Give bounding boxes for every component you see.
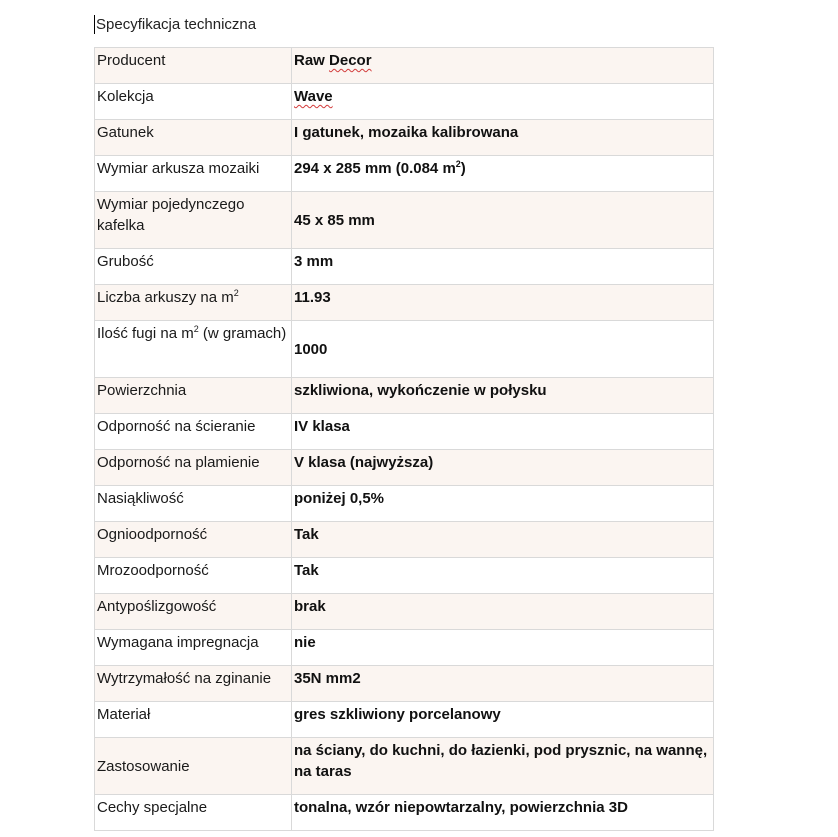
row-label[interactable]: Odporność na ścieranie bbox=[95, 414, 292, 450]
row-value[interactable]: poniżej 0,5% bbox=[292, 486, 714, 522]
superscript: 2 bbox=[455, 159, 461, 169]
row-label[interactable]: Antypoślizgowość bbox=[95, 594, 292, 630]
table-row-grout-amount bbox=[95, 321, 714, 378]
superscript: 2 bbox=[233, 288, 239, 298]
row-value[interactable]: Tak bbox=[292, 522, 714, 558]
row-label[interactable]: Ognioodporność bbox=[95, 522, 292, 558]
table-row-surface bbox=[95, 378, 714, 414]
row-value[interactable]: brak bbox=[292, 594, 714, 630]
row-value[interactable]: V klasa (najwyższa) bbox=[292, 450, 714, 486]
table-row-tile-size bbox=[95, 192, 714, 249]
row-label[interactable]: Powierzchnia bbox=[95, 378, 292, 414]
superscript: 2 bbox=[193, 324, 199, 334]
row-label[interactable]: Nasiąkliwość bbox=[95, 486, 292, 522]
row-value[interactable]: nie bbox=[292, 630, 714, 666]
table-row-grade bbox=[95, 120, 714, 156]
label-text: Ilość fugi na m bbox=[97, 325, 194, 342]
row-value[interactable] bbox=[292, 156, 714, 192]
row-label[interactable]: Producent bbox=[95, 48, 292, 84]
table-row-thickness bbox=[95, 249, 714, 285]
row-value[interactable]: 11.93 bbox=[292, 285, 714, 321]
row-label[interactable]: Cechy specjalne bbox=[95, 795, 292, 831]
row-value[interactable]: szkliwiona, wykończenie w połysku bbox=[292, 378, 714, 414]
table-row-fire bbox=[95, 522, 714, 558]
table-row-bending bbox=[95, 666, 714, 702]
row-label[interactable]: Kolekcja bbox=[95, 84, 292, 120]
row-value[interactable]: I gatunek, mozaika kalibrowana bbox=[292, 120, 714, 156]
specification-table bbox=[94, 47, 714, 831]
table-row-abrasion bbox=[95, 414, 714, 450]
table-row-stain bbox=[95, 450, 714, 486]
value-text: 294 x 285 mm (0.084 m bbox=[294, 160, 456, 177]
heading-line bbox=[94, 13, 256, 35]
table-row-special-features bbox=[95, 795, 714, 831]
row-label[interactable] bbox=[95, 285, 292, 321]
row-value[interactable]: 1000 bbox=[292, 321, 714, 378]
table-row-anti-slip bbox=[95, 594, 714, 630]
row-label[interactable]: Wytrzymałość na zginanie bbox=[95, 666, 292, 702]
row-label[interactable]: Gatunek bbox=[95, 120, 292, 156]
row-label[interactable]: Wymagana impregnacja bbox=[95, 630, 292, 666]
row-label[interactable]: Wymiar arkusza mozaiki bbox=[95, 156, 292, 192]
label-text: (w gramach) bbox=[198, 325, 287, 342]
row-label[interactable]: Odporność na plamienie bbox=[95, 450, 292, 486]
value-text: Raw bbox=[294, 52, 330, 69]
row-label[interactable]: Materiał bbox=[95, 702, 292, 738]
table-row-impregnation bbox=[95, 630, 714, 666]
table-row-frost bbox=[95, 558, 714, 594]
value-text-misspelled: Decor bbox=[329, 52, 372, 69]
document-heading[interactable]: Specyfikacja techniczna bbox=[96, 15, 257, 33]
row-label[interactable]: Zastosowanie bbox=[95, 738, 292, 795]
table-row-sheets-per-m2 bbox=[95, 285, 714, 321]
text-cursor bbox=[94, 15, 95, 34]
table-row-absorption bbox=[95, 486, 714, 522]
row-value[interactable]: na ściany, do kuchni, do łazienki, pod prysznic, na wannę, na taras bbox=[292, 738, 714, 795]
row-value[interactable] bbox=[292, 48, 714, 84]
row-value[interactable]: IV klasa bbox=[292, 414, 714, 450]
table-row-sheet-size bbox=[95, 156, 714, 192]
row-label[interactable]: Wymiar pojedynczego kafelka bbox=[95, 192, 292, 249]
row-value[interactable]: tonalna, wzór niepowtarzalny, powierzchnia 3D bbox=[292, 795, 714, 831]
row-value[interactable]: Tak bbox=[292, 558, 714, 594]
table-row-material bbox=[95, 702, 714, 738]
table-row-application bbox=[95, 738, 714, 795]
row-value[interactable]: gres szkliwiony porcelanowy bbox=[292, 702, 714, 738]
label-text: Liczba arkuszy na m bbox=[97, 289, 234, 306]
row-label[interactable]: Mrozoodporność bbox=[95, 558, 292, 594]
row-value[interactable]: 35N mm2 bbox=[292, 666, 714, 702]
row-value[interactable]: 45 x 85 mm bbox=[292, 192, 714, 249]
table-row-producer bbox=[95, 48, 714, 84]
table-row-collection bbox=[95, 84, 714, 120]
row-value[interactable]: 3 mm bbox=[292, 249, 714, 285]
value-text-misspelled: Wave bbox=[294, 88, 333, 105]
row-label[interactable] bbox=[95, 321, 292, 378]
row-label[interactable]: Grubość bbox=[95, 249, 292, 285]
row-value[interactable] bbox=[292, 84, 714, 120]
value-text: ) bbox=[460, 160, 466, 177]
